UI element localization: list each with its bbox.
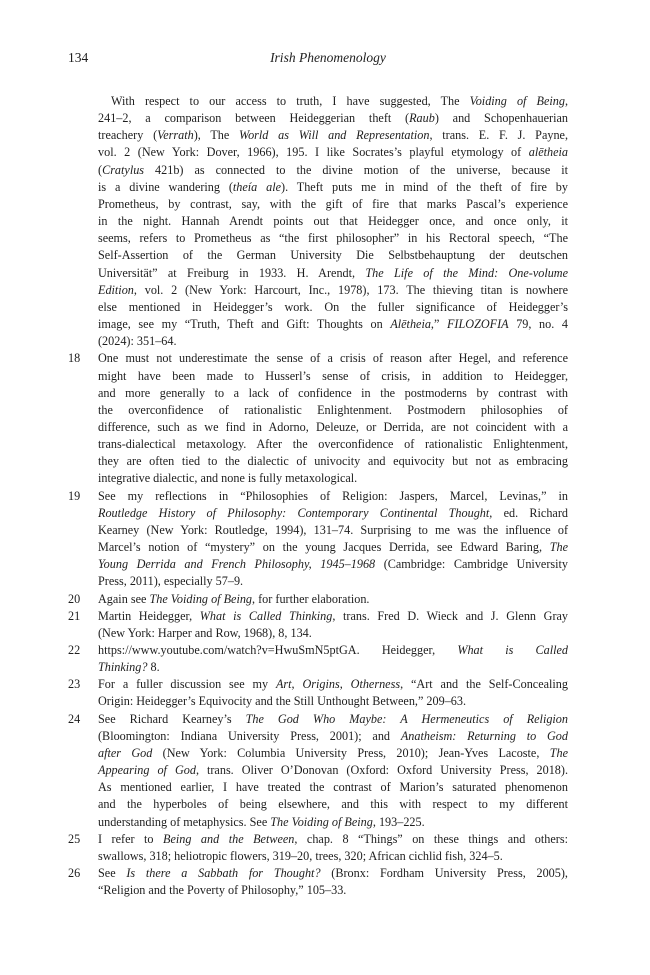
text-run: , trans. Fred D. Wieck and J. Glenn Gray xyxy=(332,608,569,623)
text-line xyxy=(98,779,568,796)
endnote-25 xyxy=(68,831,568,865)
text-run: is a divine wandering ( xyxy=(98,179,233,194)
italic-text: Edition xyxy=(98,282,134,297)
text-line xyxy=(98,436,568,453)
text-line xyxy=(98,625,568,642)
italic-text: FILOZOFIA xyxy=(446,317,509,332)
text-line xyxy=(98,110,568,127)
italic-text: The Life of the Mind: One-volume xyxy=(365,265,569,280)
text-line xyxy=(98,127,568,144)
endnote-20 xyxy=(68,591,568,608)
text-run: in the night. Hannah Arendt points out that Heidegger once, and once only, it xyxy=(98,214,568,229)
text-line xyxy=(98,762,568,779)
text-run: , vol. 2 (New York: Harcourt, Inc., 1978), 173. The thieving titan is nowhere xyxy=(133,282,568,297)
text-run: As mentioned earlier, I have treated the contrast of Marion’s saturated phenomenon xyxy=(98,780,568,795)
endnote-number: 26 xyxy=(68,866,81,881)
text-run: For a fuller discussion see my xyxy=(98,677,276,692)
text-line xyxy=(98,162,568,179)
text-run: ) and Schopenhauerian xyxy=(434,111,568,126)
italic-text: The xyxy=(549,540,568,555)
text-run: might have been made to Husserl’s sense of crisis, in addition to Heidegger, xyxy=(98,368,568,383)
text-run: , ed. Richard xyxy=(489,505,568,520)
endnote-number: 23 xyxy=(68,677,81,692)
text-line xyxy=(98,419,568,436)
text-run: Kearney (New York: Routledge, 1994), 131–74. Surprising to me was the influence of xyxy=(98,522,568,537)
italic-text: What is Called xyxy=(457,643,568,657)
italic-text: What is Called Thinking xyxy=(199,608,333,623)
text-line xyxy=(98,642,568,659)
endnote-19 xyxy=(68,488,568,591)
text-run: the overconfidence of rationalistic Enlightenment. Postmodern philosophies of xyxy=(98,402,568,417)
text-run: , 193–225. xyxy=(372,814,425,829)
text-run: and the hyperboles of being elsewhere, and this with respect to my different xyxy=(98,797,568,812)
text-line xyxy=(98,230,568,247)
endnote-continuation xyxy=(68,93,568,350)
endnotes xyxy=(68,93,568,899)
text-line xyxy=(98,591,568,608)
running-header xyxy=(68,50,588,68)
text-run: See xyxy=(98,866,127,881)
text-line xyxy=(98,299,568,316)
italic-text: The Voiding of Being xyxy=(149,591,253,606)
text-line xyxy=(98,573,568,590)
text-run: and more generally to a lack of confidence in the postmoderns by contrast with xyxy=(98,385,568,400)
text-line xyxy=(98,333,568,350)
text-line xyxy=(98,385,568,402)
text-line xyxy=(98,282,568,299)
endnote-number: 25 xyxy=(68,831,81,846)
text-run: , xyxy=(564,94,568,108)
text-run: (2024): 351–64. xyxy=(98,334,177,349)
text-run: I refer to xyxy=(98,831,164,846)
text-run: https://www.youtube.com/watch?v=HwuSmN5ptGA. Heidegger, xyxy=(98,643,458,657)
endnote-24 xyxy=(68,711,568,831)
endnote-number: 19 xyxy=(68,488,81,503)
text-run: 8. xyxy=(147,660,160,675)
endnote-22 xyxy=(68,642,568,676)
text-run: (Bronx: Fordham University Press, 2005), xyxy=(320,866,568,881)
italic-text: theía ale xyxy=(232,179,282,194)
italic-text: Is there a Sabbath for Thought? xyxy=(126,866,321,881)
text-run: Self-Assertion of the German University Die Selbstbehauptung der deutschen xyxy=(98,248,568,263)
text-line xyxy=(98,676,568,693)
italic-text: Raub xyxy=(409,111,435,126)
text-run: , trans. E. F. J. Payne, xyxy=(429,128,569,143)
running-title: Irish Phenomenology xyxy=(270,50,386,65)
text-line xyxy=(98,814,568,831)
text-run: See my reflections in “Philosophies of Religion: Jaspers, Marcel, Levinas,” in xyxy=(98,488,568,503)
endnote-number: 21 xyxy=(68,608,81,623)
text-run: image, see my “Truth, Theft and Gift: Thoughts on xyxy=(98,317,391,332)
italic-text: alētheia xyxy=(528,145,568,160)
endnote-26 xyxy=(68,865,568,899)
text-run: they are often tied to the dialectic of univocity and equivocity but not as embracing xyxy=(98,454,568,469)
italic-text: The God Who Maybe: A Hermeneutics of Religion xyxy=(245,711,568,726)
text-line xyxy=(98,865,568,882)
italic-text: Young Derrida and French Philosophy, 1945–1968 xyxy=(98,557,376,572)
text-line xyxy=(98,368,568,385)
text-run: trans-dialectical metaxology. After the overconfidence of rationalistic Enlightenment, xyxy=(98,437,568,452)
italic-text: Anatheism: Returning to God xyxy=(400,728,568,743)
text-line xyxy=(98,848,568,865)
text-line xyxy=(98,488,568,505)
text-line xyxy=(98,470,568,487)
text-run: Martin Heidegger, xyxy=(98,608,200,623)
italic-text: Being and the Between xyxy=(163,831,295,846)
text-line xyxy=(98,693,568,710)
text-line xyxy=(98,539,568,556)
text-line xyxy=(98,882,568,899)
text-line xyxy=(98,402,568,419)
italic-text: after God xyxy=(98,745,153,760)
text-run: ), The xyxy=(193,128,240,143)
endnote-number: 18 xyxy=(68,351,81,366)
italic-text: Routledge History of Philosophy: Contemporary Continental Thought xyxy=(98,505,490,520)
text-run: (Cambridge: Cambridge University xyxy=(375,557,568,572)
text-run: Again see xyxy=(98,591,150,606)
text-run: treachery ( xyxy=(98,128,158,143)
text-line xyxy=(98,316,568,333)
italic-text: The xyxy=(549,745,568,760)
endnote-number: 24 xyxy=(68,711,81,726)
endnote-23 xyxy=(68,676,568,710)
text-run: Origin: Heidegger’s Equivocity and the Still Unthought Between,” 209–63. xyxy=(98,694,467,709)
text-run: , trans. Oliver O’Donovan (Oxford: Oxford University Press, 2018). xyxy=(195,763,569,778)
text-run: difference, such as we find in Adorno, Deleuze, or Derrida, are not coincident with a xyxy=(98,419,568,434)
page-number: 134 xyxy=(68,50,89,65)
text-line xyxy=(98,247,568,264)
text-run: integrative dialectic, and none is fully metaxological. xyxy=(98,471,358,486)
text-line xyxy=(98,144,568,161)
text-line xyxy=(98,711,568,728)
text-run: seems, refers to Prometheus as “the first philosopher” in his Rectoral speech, “The xyxy=(98,231,568,246)
text-run: 79, no. 4 xyxy=(508,317,568,332)
text-run: Universität” at Freiburg in 1933. H. Arendt, xyxy=(98,265,366,280)
endnote-number: 22 xyxy=(68,643,81,657)
italic-text: Thinking? xyxy=(98,660,148,675)
text-run: Prometheus, by contrast, say, with the gift of fire that marks Pascal’s experience xyxy=(98,196,568,211)
italic-text: Appearing of God xyxy=(98,763,196,778)
text-line xyxy=(98,745,568,762)
text-line xyxy=(98,505,568,522)
italic-text: World as Will and Representation xyxy=(239,128,430,143)
italic-text: Art, Origins, Otherness xyxy=(275,677,401,692)
text-line xyxy=(98,659,568,676)
text-run: vol. 2 (New York: Dover, 1966), 195. I like Socrates’s playful etymology of xyxy=(98,145,529,160)
text-line xyxy=(98,453,568,470)
text-line xyxy=(98,350,568,367)
text-run: , “Art and the Self-Concealing xyxy=(400,677,568,692)
text-run: understanding of metaphysics. See xyxy=(98,814,271,829)
text-line xyxy=(98,213,568,230)
text-line xyxy=(98,556,568,573)
text-run: ). Theft puts me in mind of the theft of fire by xyxy=(281,179,568,194)
text-run: ( xyxy=(98,162,103,177)
text-run: Press, 2011), especially 57–9. xyxy=(98,574,244,589)
text-line xyxy=(98,265,568,282)
text-run: swallows, 318; heliotropic flowers, 319–20, trees, 320; African cichlid fish, 324–5. xyxy=(98,848,503,863)
text-line xyxy=(98,179,568,196)
text-run: With respect to our access to truth, I have suggested, The xyxy=(111,94,470,108)
endnote-number: 20 xyxy=(68,591,81,606)
text-run: ,” xyxy=(430,317,447,332)
italic-text: Alētheia xyxy=(390,317,431,332)
text-run: See Richard Kearney’s xyxy=(98,711,246,726)
text-run: 241–2, a comparison between Heideggerian theft ( xyxy=(98,111,410,126)
text-line xyxy=(98,608,568,625)
text-run: , chap. 8 “Things” on these things and others: xyxy=(294,831,568,846)
italic-text: Voiding of Being xyxy=(469,94,565,108)
text-run: Marcel’s notion of “mystery” on the young Jacques Derrida, see Edward Baring, xyxy=(98,540,550,555)
text-run: (New York: Columbia University Press, 2010); Jean-Yves Lacoste, xyxy=(152,745,550,760)
text-line xyxy=(98,728,568,745)
text-line xyxy=(98,831,568,848)
text-line xyxy=(98,196,568,213)
italic-text: Cratylus xyxy=(102,162,145,177)
text-run: 421b) as connected to the divine motion of the universe, because it xyxy=(144,162,568,177)
text-run: “Religion and the Poverty of Philosophy,” 105–33. xyxy=(98,883,347,898)
text-run: , for further elaboration. xyxy=(252,591,370,606)
text-line xyxy=(98,522,568,539)
text-run: (Bloomington: Indiana University Press, 2001); and xyxy=(98,728,401,743)
endnote-21 xyxy=(68,608,568,642)
text-line xyxy=(98,796,568,813)
text-run: (New York: Harper and Row, 1968), 8, 134. xyxy=(98,625,312,640)
italic-text: The Voiding of Being xyxy=(270,814,373,829)
text-run: else mentioned in Heidegger’s work. On the fuller significance of Heidegger’s xyxy=(98,299,568,314)
italic-text: Verrath xyxy=(157,128,194,143)
text-line xyxy=(98,93,568,110)
text-run: One must not underestimate the sense of a crisis of reason after Hegel, and reference xyxy=(98,351,568,366)
endnote-18 xyxy=(68,350,568,487)
